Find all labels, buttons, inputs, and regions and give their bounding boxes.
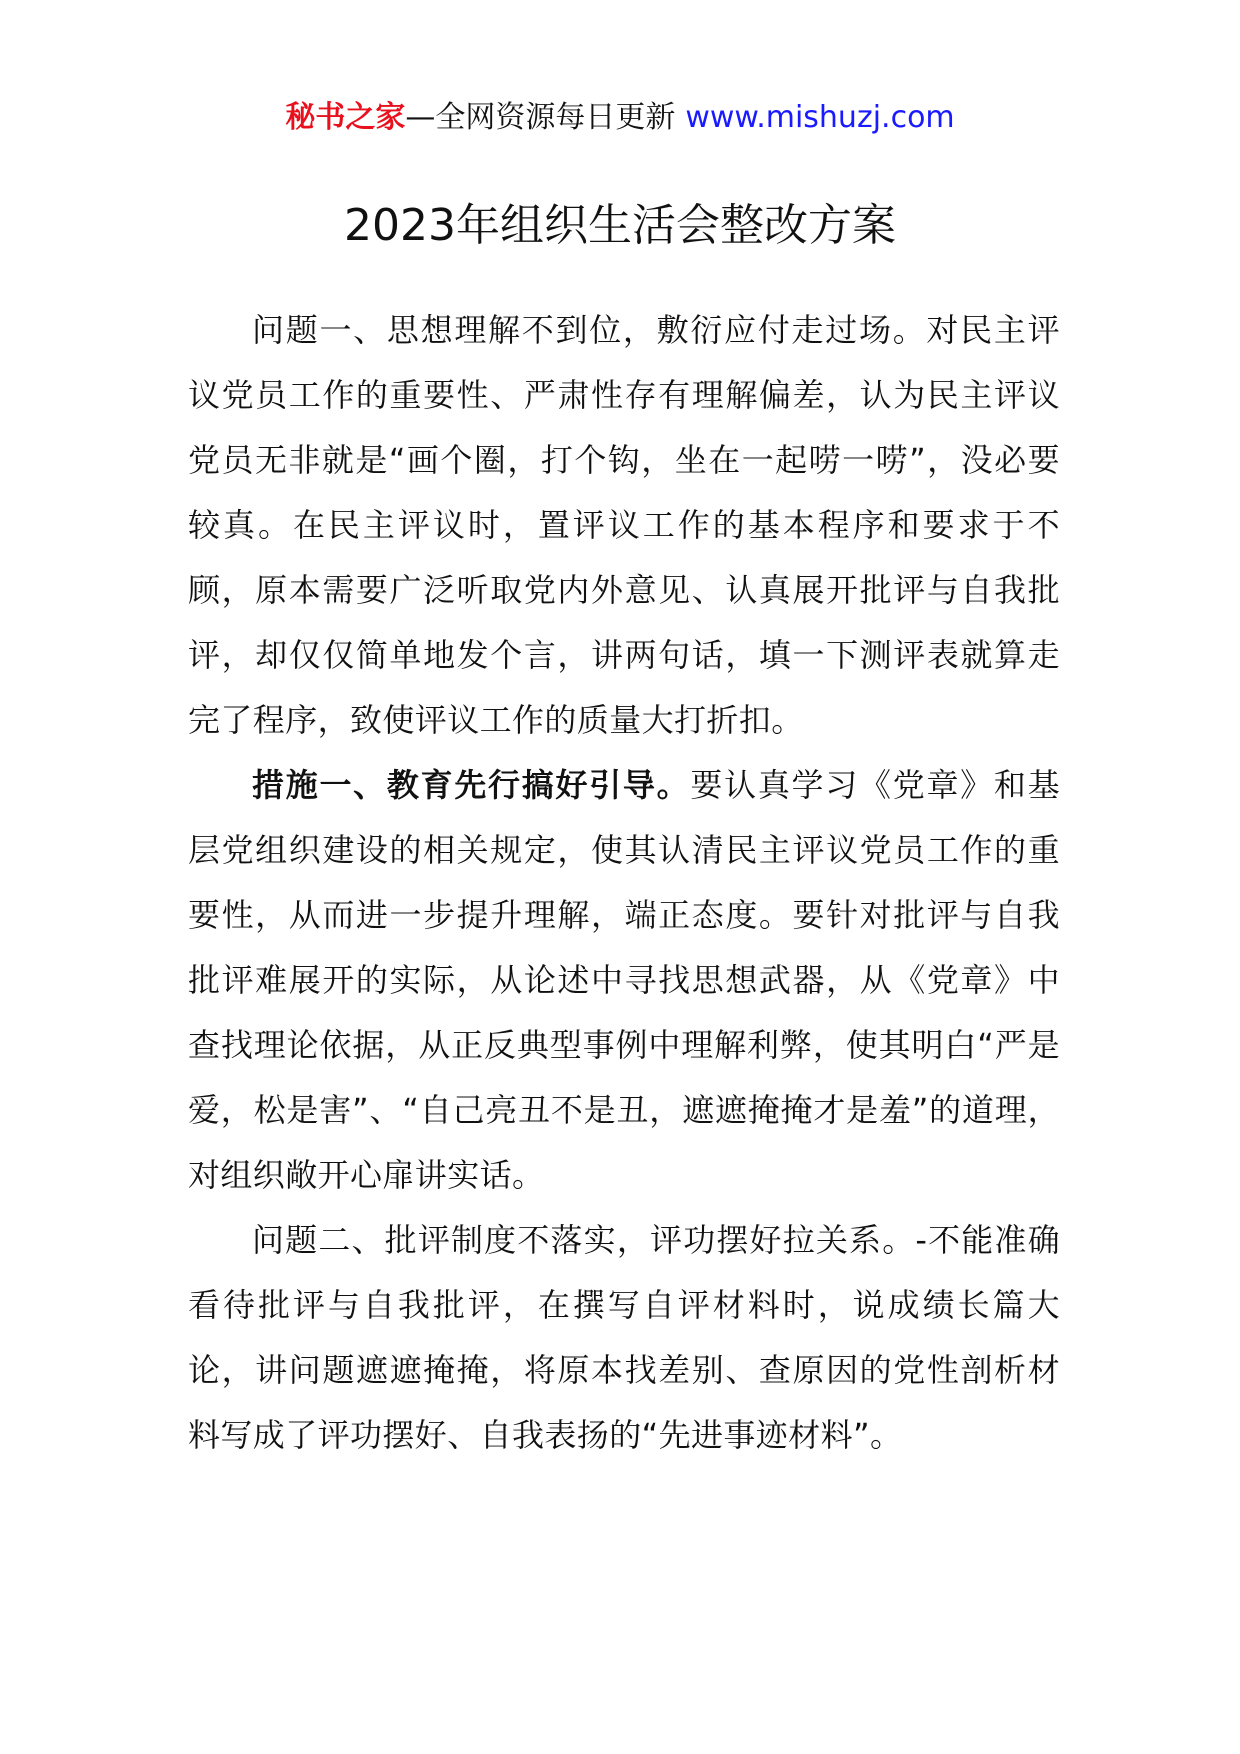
paragraph-text: 问题二、批评制度不落实，评功摆好拉关系。-不能准确看待批评与自我批评，在撰写自评材料时，说成绩长篇大论，讲问题遮遮掩掩，将原本找差别、查原因的党性剖析材料写成了评功摆好、自我表扬的“先进事迹材料”。 xyxy=(188,1221,1060,1454)
site-header xyxy=(0,98,1240,138)
paragraph-text: 要认真学习《党章》和基层党组织建设的相关规定，使其认清民主评议党员工作的重要性，从而进一步提升理解，端正态度。要针对批评与自我批评难展开的实际，从论述中寻找思想武器，从《党章》中查找理论依据，从正反典型事例中理解利弊，使其明白“严是爱，松是害”、“自己亮丑不是丑，遮遮掩掩才是羞”的道理，对组织敞开心扉讲实话。 xyxy=(188,766,1061,1194)
site-brand: 秘书之家 xyxy=(285,100,406,135)
measure-heading: 措施一、教育先行搞好引导。 xyxy=(252,766,691,804)
site-tagline: —全网资源每日更新 xyxy=(405,100,676,135)
paragraph-problem-two xyxy=(188,1208,1060,1468)
paragraph-measure-one xyxy=(188,753,1060,1208)
paragraph-problem-one xyxy=(188,298,1060,753)
document-title: 2023年组织生活会整改方案 xyxy=(344,200,896,251)
document-body xyxy=(188,298,1060,1468)
site-url-link[interactable]: www.mishuzj.com xyxy=(685,100,955,135)
paragraph-text: 问题一、思想理解不到位，敷衍应付走过场。对民主评议党员工作的重要性、严肃性存有理解偏差，认为民主评议党员无非就是“画个圈，打个钩，坐在一起唠一唠”，没必要较真。在民主评议时，置评议工作的基本程序和要求于不顾，原本需要广泛听取党内外意见、认真展开批评与自我批评，却仅仅简单地发个言，讲两句话，填一下测评表就算走完了程序，致使评议工作的质量大打折扣。 xyxy=(188,311,1060,739)
